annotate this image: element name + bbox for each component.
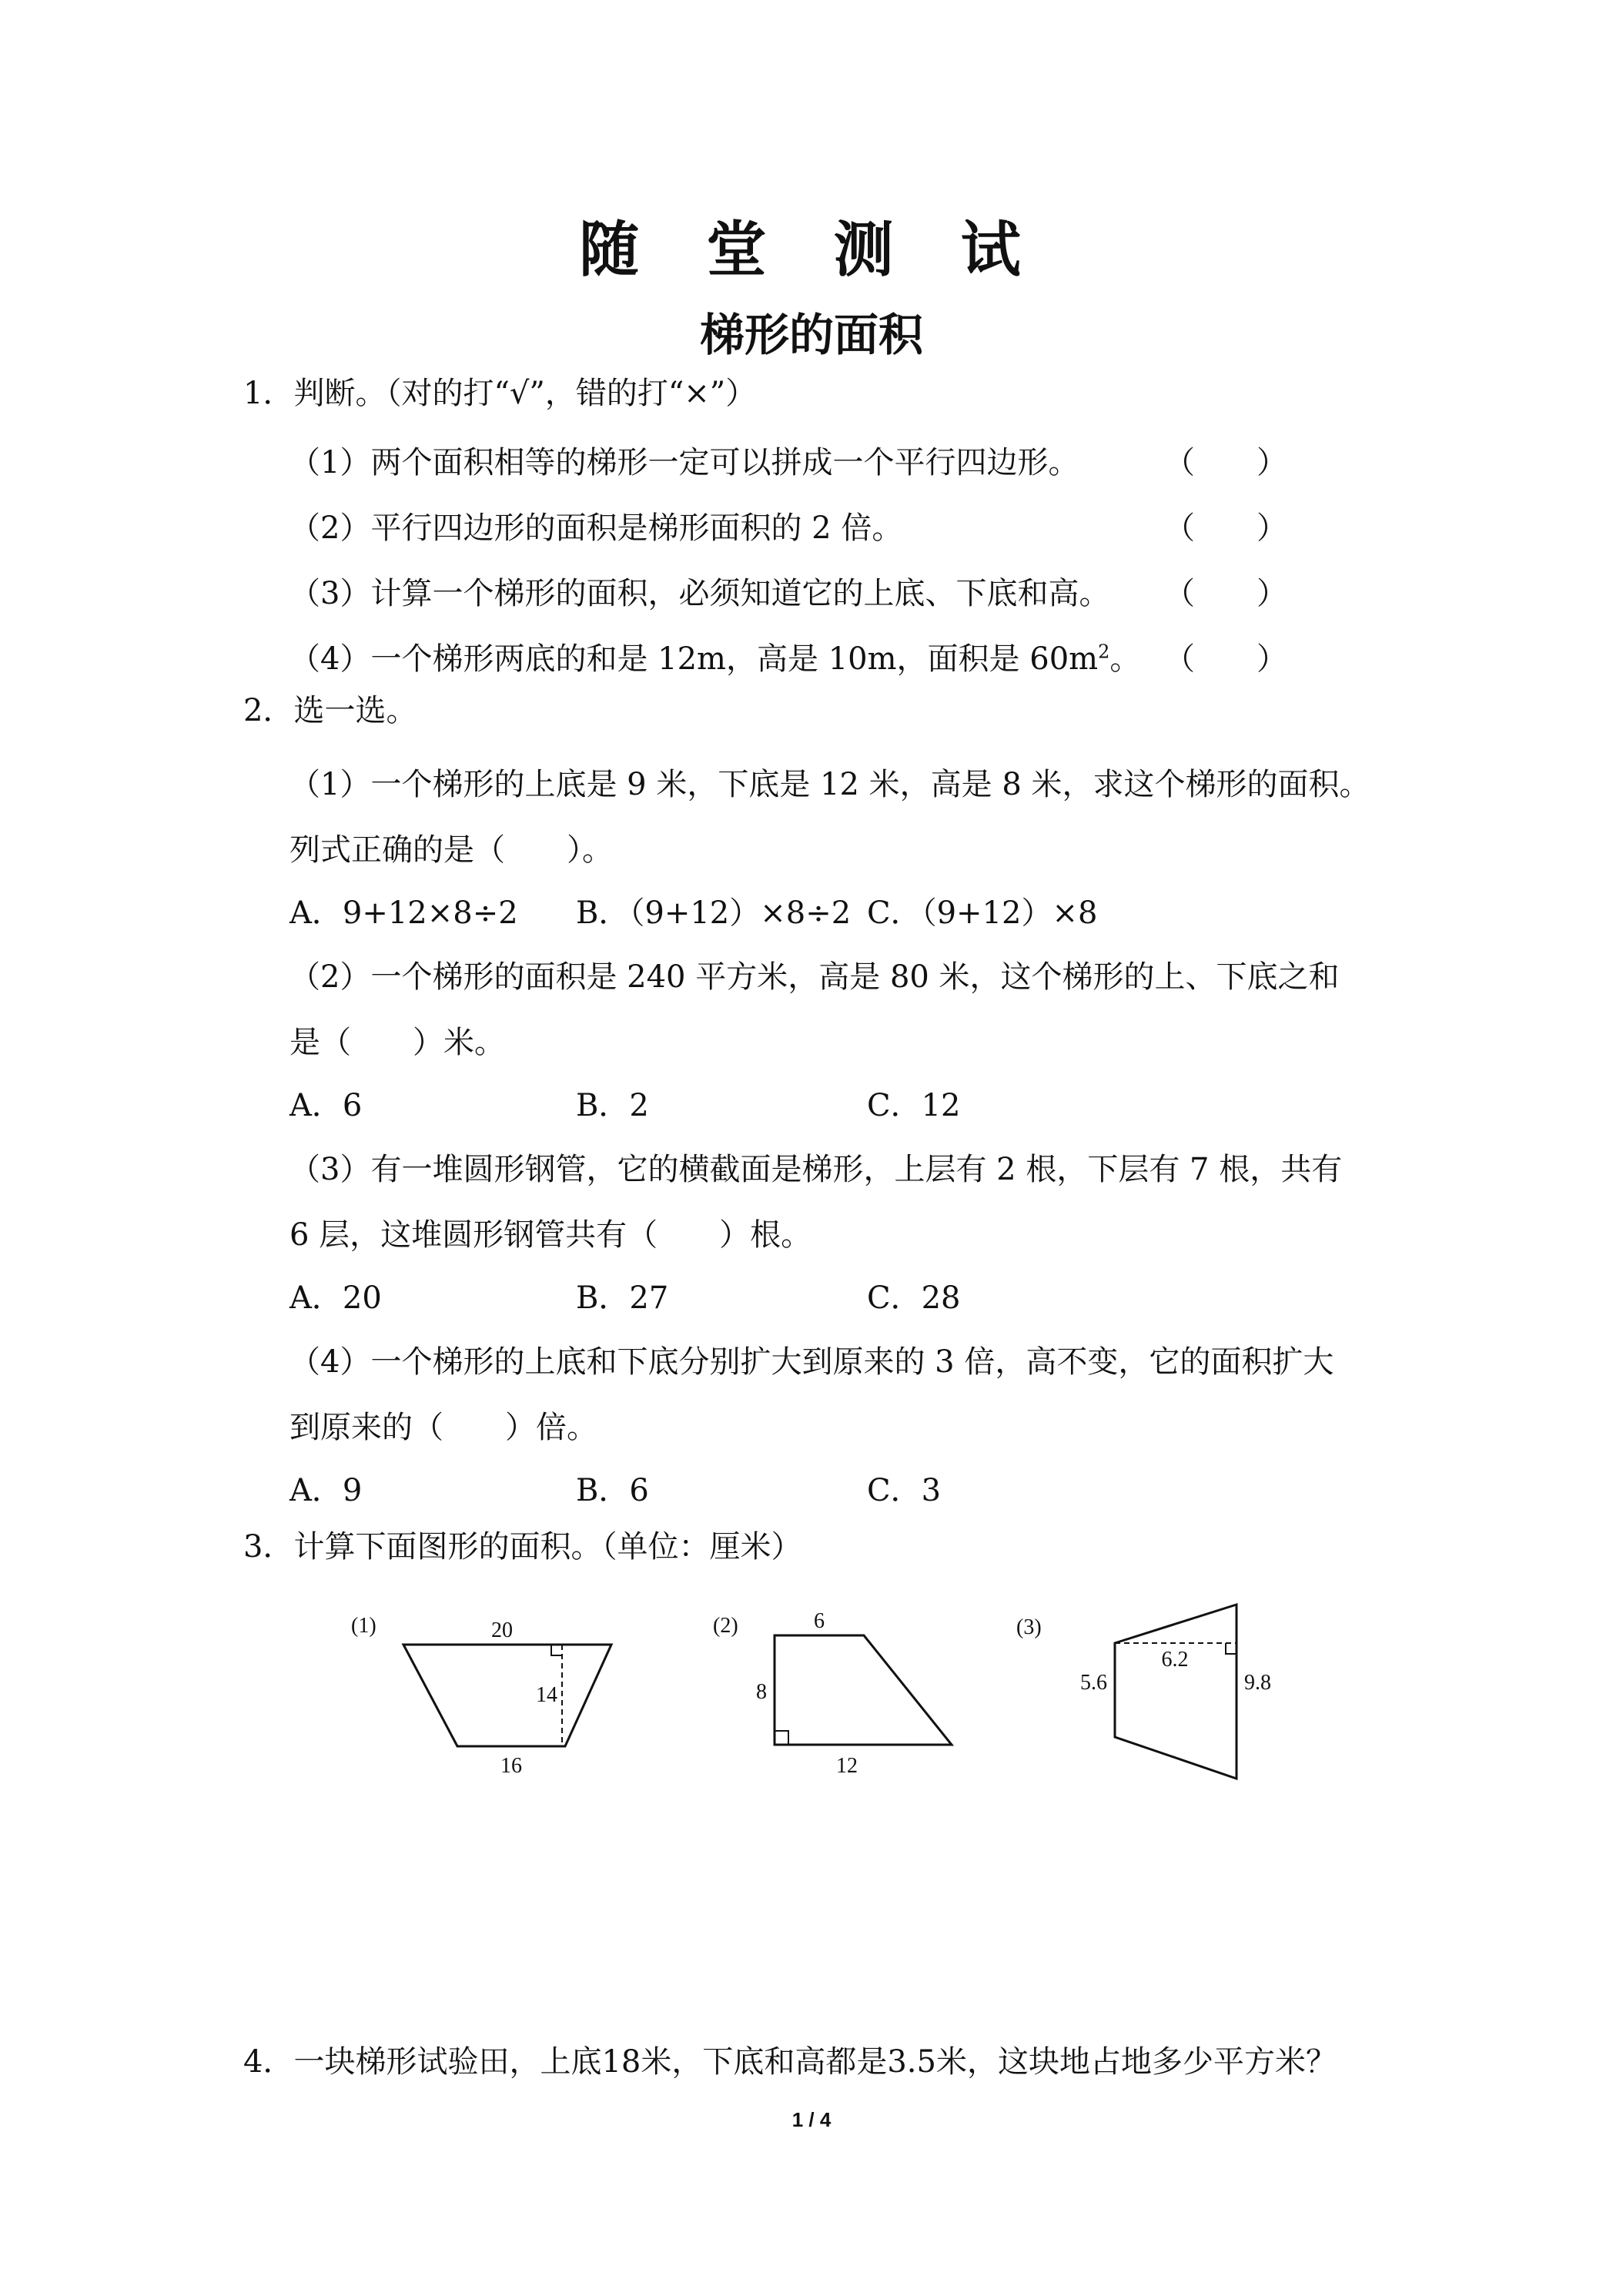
q1-item-3: （3）计算一个梯形的面积，必须知道它的上底、下底和高。 [289, 576, 1110, 611]
page-title: 随 堂 测 试 [579, 216, 1044, 285]
q2-item-1-option-c[interactable]: C．（9+12）×8 [867, 895, 1098, 931]
q2-item-3-line2: 6 层，这堆圆形钢管共有（ ）根。 [289, 1217, 812, 1253]
figure-2-height-label: 8 [756, 1680, 767, 1704]
q2-item-2-option-a[interactable]: A．6 [289, 1088, 363, 1123]
q1-item-4 [289, 641, 1140, 678]
q1-item-4-tail: 。 [1109, 641, 1141, 677]
q1-item-3-answer[interactable]: （ ） [1164, 576, 1287, 611]
figure-1-height-label: 14 [536, 1683, 557, 1707]
q1-heading: 1．判断。（对的打“√”，错的打“×”） [243, 376, 757, 411]
figure-1-bottom-label: 16 [500, 1754, 522, 1778]
q2-item-4-option-a[interactable]: A．9 [289, 1473, 363, 1508]
q2-item-4-option-c[interactable]: C．3 [867, 1473, 942, 1508]
figure-2-shape [775, 1635, 952, 1745]
q2-item-3-option-c[interactable]: C．28 [867, 1280, 961, 1316]
q2-item-4-line2: 到原来的（ ）倍。 [289, 1410, 597, 1445]
figure-3-shape [1115, 1605, 1236, 1779]
figure-2-label: (2) [713, 1614, 738, 1638]
figure-3-trapezoid [1009, 1594, 1301, 1794]
figure-3-label: (3) [1016, 1615, 1042, 1639]
figure-3-height-label: 6.2 [1161, 1648, 1189, 1672]
figure-1-trapezoid [339, 1602, 631, 1786]
figure-2-right-angle [775, 1731, 788, 1745]
q2-item-3-option-b[interactable]: B．27 [576, 1280, 669, 1316]
figure-1-label: (1) [351, 1614, 376, 1638]
q2-item-2-line2: 是（ ）米。 [289, 1025, 505, 1060]
q1-item-4-text: （4）一个梯形两底的和是 12m，高是 10m，面积是 60m [289, 641, 1099, 677]
figure-3-right-angle [1226, 1643, 1236, 1654]
q2-item-1-option-b[interactable]: B．（9+12）×8÷2 [576, 895, 852, 931]
q2-item-1-option-a[interactable]: A．9+12×8÷2 [289, 895, 518, 931]
figure-1-right-angle [551, 1645, 562, 1655]
q2-item-2-option-c[interactable]: C．12 [867, 1088, 961, 1123]
figure-1-top-label: 20 [491, 1618, 513, 1642]
figure-3-left-label: 5.6 [1080, 1671, 1107, 1695]
q2-item-1-line1: （1）一个梯形的上底是 9 米，下底是 12 米，高是 8 米，求这个梯形的面积。 [289, 767, 1370, 802]
q2-item-3-option-a[interactable]: A．20 [289, 1280, 382, 1316]
q1-item-1-answer[interactable]: （ ） [1164, 445, 1287, 480]
q2-item-2-line1: （2）一个梯形的面积是 240 平方米，高是 80 米，这个梯形的上、下底之和 [289, 959, 1340, 995]
figure-2-trapezoid [701, 1602, 978, 1786]
q1-item-4-sup: 2 [1098, 641, 1110, 663]
q2-item-4-line1: （4）一个梯形的上底和下底分别扩大到原来的 3 倍，高不变，它的面积扩大 [289, 1344, 1334, 1380]
figure-2-bottom-label: 12 [836, 1754, 858, 1778]
figure-2-top-label: 6 [814, 1609, 825, 1633]
q2-item-2-option-b[interactable]: B．2 [576, 1088, 649, 1123]
figure-3-right-label: 9.8 [1244, 1671, 1271, 1695]
page-number: 1 / 4 [791, 2108, 832, 2131]
q2-item-4-option-b[interactable]: B．6 [576, 1473, 649, 1508]
q2-item-3-line1: （3）有一堆圆形钢管，它的横截面是梯形，上层有 2 根，下层有 7 根，共有 [289, 1152, 1343, 1187]
q3-heading: 3．计算下面图形的面积。（单位：厘米） [243, 1529, 802, 1565]
q2-heading: 2．选一选。 [243, 693, 417, 728]
q2-item-1-line2: 列式正确的是（ ）。 [289, 832, 613, 868]
q1-item-1: （1）两个面积相等的梯形一定可以拼成一个平行四边形。 [289, 445, 1079, 480]
page-subtitle: 梯形的面积 [699, 309, 923, 361]
figure-1-shape [403, 1645, 611, 1746]
q1-item-4-answer[interactable]: （ ） [1164, 641, 1287, 677]
q1-item-2: （2）平行四边形的面积是梯形面积的 2 倍。 [289, 510, 903, 546]
q1-item-2-answer[interactable]: （ ） [1164, 510, 1287, 546]
q4-heading: 4．一块梯形试验田，上底18米，下底和高都是3.5米，这块地占地多少平方米？ [243, 2044, 1337, 2080]
